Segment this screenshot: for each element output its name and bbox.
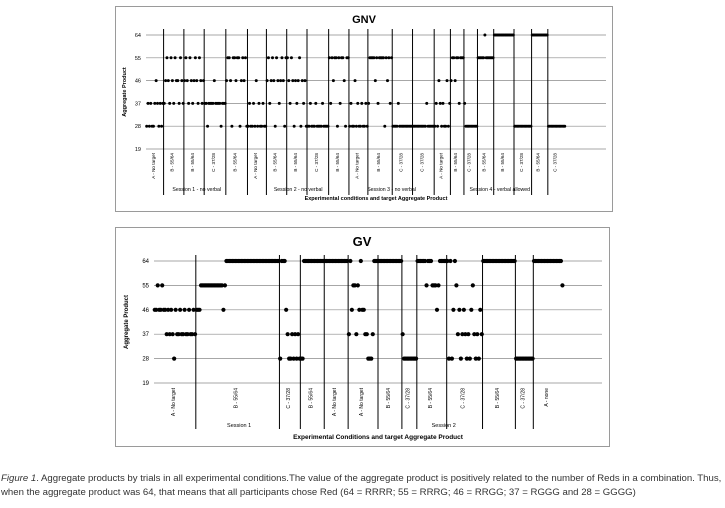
gv-chart (116, 228, 609, 446)
session-label: Session 2 (431, 423, 456, 429)
data-point (354, 332, 358, 336)
data-point (228, 56, 231, 59)
condition-label: A - No target (354, 152, 360, 179)
data-point (300, 357, 304, 361)
figure-caption (1, 472, 725, 500)
data-point (468, 357, 472, 361)
condition-label: B - 55/64 (233, 388, 240, 409)
data-point (371, 332, 375, 336)
data-point (433, 125, 436, 128)
data-point (349, 102, 352, 105)
data-point (439, 102, 442, 105)
data-point (395, 125, 398, 128)
data-point (239, 125, 242, 128)
data-point (268, 102, 271, 105)
data-point (386, 79, 389, 82)
data-point (377, 102, 380, 105)
condition-label: C - 37/28 (211, 153, 216, 172)
condition-label: B - 55/64 (453, 153, 459, 172)
data-point (260, 125, 263, 128)
condition-label: A - No target (252, 153, 258, 179)
data-point (220, 125, 223, 128)
data-point (365, 332, 369, 336)
data-point (278, 102, 281, 105)
data-point (337, 56, 340, 59)
data-point (563, 125, 566, 128)
data-point (163, 102, 166, 105)
data-point (348, 259, 352, 263)
y-tick-label: 55 (142, 283, 149, 290)
data-point (348, 125, 351, 128)
condition-label: C - 37/28 (285, 388, 292, 409)
data-point (179, 56, 182, 59)
data-point (560, 283, 564, 287)
data-point (352, 125, 355, 128)
condition-label: C - 37/28 (460, 388, 467, 409)
data-point (513, 259, 517, 263)
condition-label: B - 55/64 (272, 153, 278, 172)
data-point (303, 79, 306, 82)
data-point (463, 102, 466, 105)
session-label: Session 1 - no verbal (172, 187, 222, 193)
data-point (201, 102, 204, 105)
data-point (255, 79, 258, 82)
data-point (399, 259, 403, 263)
data-point (356, 102, 359, 105)
data-point (372, 56, 375, 59)
condition-label: C - 37/28 (466, 153, 472, 172)
data-point (436, 283, 440, 287)
y-tick-label: 37 (134, 101, 141, 108)
data-point (293, 125, 296, 128)
y-tick-label: 46 (142, 307, 149, 314)
condition-label: B - 55/64 (499, 153, 505, 172)
data-point (284, 308, 288, 312)
condition-label: A - No target (359, 388, 366, 417)
x-axis-label: Experimental conditions and target Aggregate Product (304, 196, 448, 202)
data-point (471, 283, 475, 287)
data-point (382, 56, 385, 59)
data-point (294, 79, 297, 82)
condition-label: C - 37/28 (518, 153, 524, 172)
condition-label: A - No target (332, 388, 339, 417)
data-point (243, 79, 246, 82)
data-point (241, 56, 244, 59)
data-point (459, 357, 463, 361)
y-tick-label: 64 (134, 33, 141, 39)
data-point (456, 332, 460, 336)
data-point (313, 125, 316, 128)
data-point (171, 79, 174, 82)
condition-label: C - 37/28 (313, 153, 319, 172)
condition-label: B - 55/64 (376, 153, 382, 172)
data-point (286, 56, 289, 59)
data-point (478, 308, 482, 312)
data-point (180, 79, 183, 82)
data-point (320, 125, 323, 128)
data-point (156, 102, 159, 105)
data-point (344, 125, 347, 128)
data-point (171, 332, 175, 336)
data-point (174, 308, 178, 312)
data-point (389, 102, 392, 105)
data-point (247, 125, 250, 128)
data-point (187, 308, 191, 312)
data-point (218, 102, 221, 105)
data-point (286, 332, 290, 336)
data-point (383, 125, 386, 128)
data-point (240, 79, 243, 82)
data-point (253, 125, 256, 128)
data-point (374, 79, 377, 82)
data-point (223, 283, 227, 287)
y-tick-label: 28 (134, 124, 141, 131)
data-point (267, 56, 270, 59)
data-point (165, 56, 168, 59)
data-point (178, 102, 181, 105)
data-point (167, 79, 170, 82)
data-point (278, 357, 282, 361)
data-point (451, 308, 455, 312)
data-point (339, 102, 342, 105)
y-tick-label: 37 (142, 332, 149, 339)
data-point (335, 56, 338, 59)
condition-label: A - No target (170, 388, 177, 417)
data-point (435, 102, 438, 105)
data-point (191, 102, 194, 105)
data-point (297, 79, 300, 82)
data-point (469, 308, 473, 312)
data-point (450, 357, 454, 361)
data-point (257, 102, 260, 105)
condition-label: C - 37/28 (419, 153, 425, 172)
data-point (174, 56, 177, 59)
data-point (437, 79, 440, 82)
data-point (148, 125, 151, 128)
data-point (279, 79, 282, 82)
data-point (190, 79, 193, 82)
data-point (328, 56, 331, 59)
data-point (283, 125, 286, 128)
data-point (159, 102, 162, 105)
data-point (441, 102, 444, 105)
condition-label: A - none (544, 388, 551, 407)
data-point (483, 34, 486, 37)
figure-label: Figure 1 (1, 473, 37, 484)
data-point (287, 79, 290, 82)
data-point (456, 56, 459, 59)
data-point (198, 56, 201, 59)
data-point (172, 357, 176, 361)
condition-label: B - 55/64 (190, 153, 196, 172)
data-point (270, 79, 273, 82)
data-point (446, 79, 449, 82)
data-point (401, 332, 405, 336)
data-point (172, 102, 175, 105)
chart-title: GNV (352, 14, 376, 26)
data-point (477, 357, 481, 361)
data-point (332, 79, 335, 82)
y-tick-label: 19 (134, 147, 141, 153)
data-point (425, 102, 428, 105)
data-point (252, 102, 255, 105)
data-point (356, 283, 360, 287)
data-point (350, 308, 354, 312)
data-point (248, 102, 251, 105)
y-tick-label: 28 (142, 356, 149, 363)
condition-label: C - 37/28 (520, 388, 527, 409)
caption-text: . Aggregate products by trials in all experimental conditions.The value of the aggregate product is positively related to the number of Reds in a combination. Thus, when the aggregate product was 64, that means that all participants chose Red (64 = RRRR; 55 = RRRG; 46 = RRGG; 37 = RGGG and 28 = GGGG) (1, 473, 722, 498)
data-point (271, 56, 274, 59)
data-point (308, 125, 311, 128)
gnv-chart-panel (115, 6, 613, 212)
data-point (289, 102, 292, 105)
data-point (321, 102, 324, 105)
data-point (296, 332, 300, 336)
condition-label: B - 55/64 (308, 388, 315, 409)
data-point (152, 125, 155, 128)
data-point (397, 102, 400, 105)
condition-label: B - 55/64 (481, 153, 487, 172)
condition-label: B - 55/64 (385, 388, 392, 409)
data-point (197, 308, 201, 312)
data-point (193, 332, 197, 336)
session-label: Session 4 - verbal allowed (469, 187, 531, 193)
y-axis-label: Aggregate Product (124, 294, 130, 350)
data-point (276, 79, 279, 82)
gv-chart-panel (115, 227, 610, 447)
data-point (266, 79, 269, 82)
condition-label: B - 55/64 (232, 153, 238, 172)
data-point (155, 79, 158, 82)
data-point (458, 102, 461, 105)
condition-label: B - 55/64 (535, 153, 541, 172)
data-point (429, 259, 433, 263)
data-point (462, 308, 466, 312)
data-point (480, 332, 484, 336)
data-point (367, 102, 370, 105)
data-point (457, 308, 461, 312)
condition-label: C - 37/28 (405, 388, 412, 409)
data-point (301, 79, 304, 82)
data-point (183, 308, 187, 312)
data-point (360, 102, 363, 105)
data-point (280, 56, 283, 59)
data-point (424, 125, 427, 128)
data-point (225, 79, 228, 82)
data-point (237, 56, 240, 59)
data-point (251, 125, 254, 128)
chart-title: GV (352, 234, 372, 249)
data-point (205, 102, 208, 105)
data-point (341, 56, 344, 59)
data-point (283, 259, 287, 263)
data-point (229, 79, 232, 82)
data-point (435, 308, 439, 312)
data-point (199, 79, 202, 82)
data-point (336, 125, 339, 128)
condition-label: B - 55/64 (292, 153, 298, 172)
data-point (331, 56, 334, 59)
data-point (211, 102, 214, 105)
data-point (314, 102, 317, 105)
data-point (244, 56, 247, 59)
condition-label: A - No target (438, 153, 444, 179)
data-point (183, 79, 186, 82)
session-label: Session 2 - no verbal (273, 187, 323, 193)
data-point (375, 56, 378, 59)
condition-label: C - 37/28 (398, 153, 404, 172)
data-point (444, 125, 447, 128)
data-point (170, 56, 173, 59)
data-point (309, 102, 312, 105)
data-point (298, 56, 301, 59)
condition-label: B - 55/64 (494, 388, 501, 409)
data-point (302, 102, 305, 105)
data-point (282, 79, 285, 82)
data-point (197, 102, 200, 105)
data-point (178, 308, 182, 312)
data-point (362, 308, 366, 312)
data-point (221, 308, 225, 312)
data-point (274, 125, 277, 128)
data-point (414, 357, 418, 361)
y-tick-label: 46 (134, 78, 141, 85)
data-point (440, 125, 443, 128)
y-tick-label: 64 (142, 259, 149, 265)
data-point (354, 79, 357, 82)
data-point (195, 79, 198, 82)
data-point (448, 259, 452, 263)
data-point (157, 125, 160, 128)
data-point (363, 125, 366, 128)
data-point (453, 259, 457, 263)
data-point (230, 125, 233, 128)
data-point (359, 259, 363, 263)
data-point (454, 79, 457, 82)
y-axis-label: Aggregate Product (122, 67, 128, 117)
data-point (256, 125, 259, 128)
data-point (447, 125, 450, 128)
data-point (193, 79, 196, 82)
y-tick-label: 55 (134, 55, 141, 62)
data-point (149, 102, 152, 105)
data-point (147, 102, 150, 105)
data-point (272, 79, 275, 82)
condition-label: B - 55/64 (169, 153, 175, 172)
data-point (466, 332, 470, 336)
data-point (359, 125, 362, 128)
data-point (291, 79, 294, 82)
condition-label: C - 37/28 (552, 153, 558, 172)
data-point (164, 79, 167, 82)
data-point (153, 102, 156, 105)
data-point (347, 332, 351, 336)
data-point (160, 283, 164, 287)
session-label: Session 1 (227, 423, 252, 429)
data-point (559, 259, 563, 263)
y-tick-label: 19 (142, 381, 149, 387)
data-point (194, 56, 197, 59)
data-point (160, 125, 163, 128)
data-point (234, 79, 237, 82)
data-point (530, 357, 534, 361)
data-point (387, 56, 390, 59)
data-point (156, 283, 160, 287)
data-point (482, 56, 485, 59)
data-point (187, 102, 190, 105)
data-point (436, 125, 439, 128)
session-label: Session 3 - no verbal (367, 187, 416, 193)
data-point (213, 79, 216, 82)
gnv-chart (116, 7, 612, 211)
data-point (329, 102, 332, 105)
data-point (369, 357, 373, 361)
data-point (168, 102, 171, 105)
data-point (188, 56, 191, 59)
data-point (299, 125, 302, 128)
data-point (184, 56, 187, 59)
data-point (424, 283, 428, 287)
condition-label: B - 55/64 (427, 388, 434, 409)
condition-label: B - 55/64 (334, 153, 340, 172)
data-point (186, 79, 189, 82)
data-point (295, 102, 298, 105)
data-point (450, 79, 453, 82)
data-point (452, 56, 455, 59)
data-point (145, 125, 148, 128)
data-point (355, 125, 358, 128)
data-point (233, 56, 236, 59)
data-point (206, 125, 209, 128)
x-axis-label: Experimental Conditions and target Aggregate Product (293, 434, 463, 441)
data-point (385, 56, 388, 59)
data-point (475, 332, 479, 336)
data-point (262, 102, 265, 105)
data-point (343, 79, 346, 82)
data-point (290, 56, 293, 59)
data-point (176, 79, 179, 82)
condition-label: A - No target (150, 153, 156, 179)
data-point (454, 283, 458, 287)
data-point (275, 56, 278, 59)
data-point (364, 102, 367, 105)
data-point (169, 308, 173, 312)
